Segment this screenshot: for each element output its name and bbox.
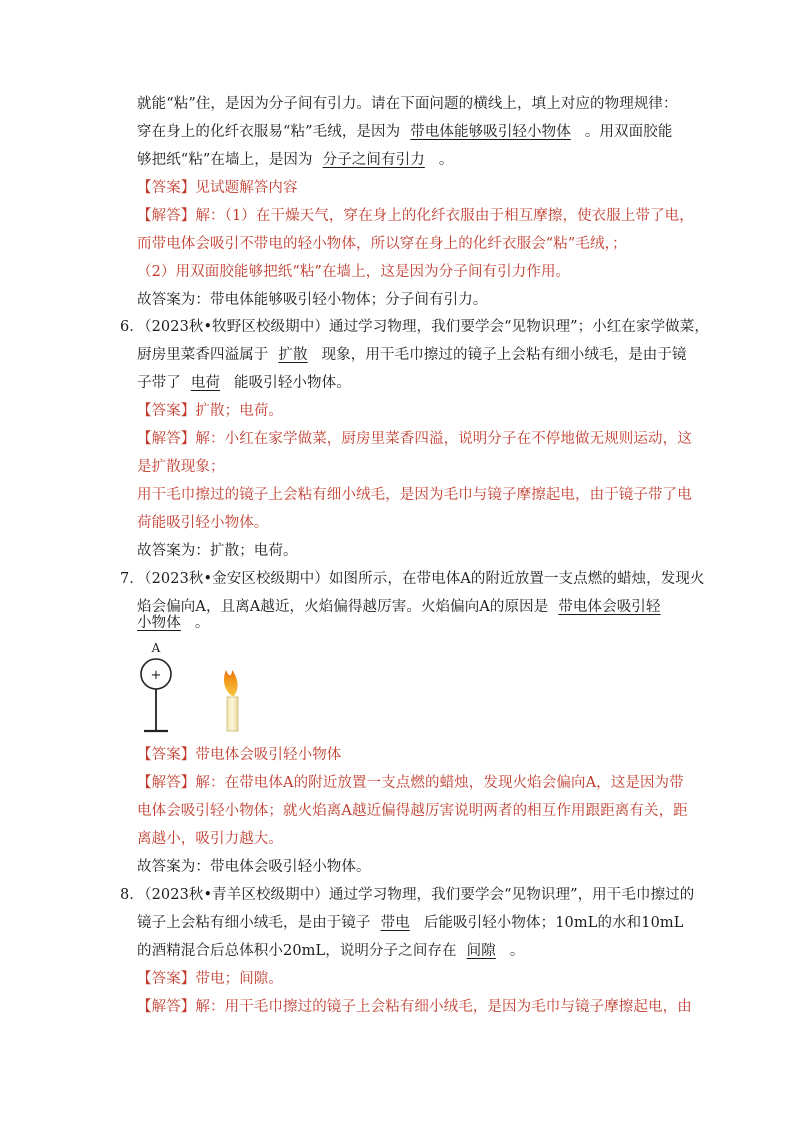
text: 。用双面胶能 (584, 124, 673, 140)
answer-blank: 扩散 (278, 347, 308, 363)
answer-blank: 带电体会吸引轻 (558, 599, 661, 615)
answer-blank: 小物体 (137, 615, 181, 631)
answer-blank: 间隙 (466, 943, 496, 959)
question-line (137, 612, 209, 634)
answer-line (137, 400, 283, 422)
answer-blank: 电荷 (190, 375, 221, 391)
question-line (137, 912, 683, 934)
text: 穿在身上的化纤衣服易“粘”毛绒，是因为 (137, 124, 401, 140)
answer-line (137, 177, 298, 199)
analysis-text: 解：用干毛巾擦过的镜子上会粘有细小绒毛，是因为毛巾与镜子摩擦起电，由 (195, 999, 692, 1015)
analysis-line (137, 772, 684, 794)
analysis-text: 荷能吸引轻小物体。 (137, 515, 269, 531)
candle-body (227, 697, 238, 731)
analysis-line (137, 205, 694, 227)
answer-text: 扩散；电荷。 (195, 403, 284, 419)
answer-text: 见试题解答内容 (195, 180, 298, 196)
analysis-text: 解：（1）在干燥天气，穿在身上的化纤衣服由于相互摩擦，使衣服上带了电， (195, 208, 694, 224)
analysis-text: 而带电体会吸引不带电的轻小物体，所以穿在身上的化纤衣服会“粘”毛绒，； (137, 236, 627, 252)
answer-text: 带电体会吸引轻小物体 (195, 747, 342, 763)
analysis-tag: 【解答】 (137, 999, 196, 1015)
question-line: （2023秋•牧野区校级期中）通过学习物理，我们要学会“见物识理”；小红在家学做菜， (137, 319, 709, 335)
plus-sign: + (150, 668, 162, 683)
analysis-text: 是扩散现象； (137, 459, 225, 475)
text: 后能吸引轻小物体；10mL的水和10mL (423, 915, 684, 931)
question-line (137, 121, 672, 143)
final-answer: 故答案为：带电体能够吸引轻小物体；分子间有引力。 (137, 292, 488, 308)
analysis-text: 用干毛巾擦过的镜子上会粘有细小绒毛，是因为毛巾与镜子摩擦起电，由于镜子带了电 (137, 487, 692, 503)
charged-body-candle-figure (138, 640, 248, 736)
figure-label: A (151, 641, 161, 655)
question-number: 7． (120, 571, 144, 587)
text: 。 (509, 943, 525, 959)
question-line (137, 149, 453, 171)
answer-blank: 带电体能够吸引轻小物体 (410, 124, 571, 140)
text: 。 (438, 152, 454, 168)
answer-line (137, 744, 341, 766)
question-line (137, 372, 351, 394)
text: 。 (194, 615, 210, 631)
analysis-tag: 【解答】 (137, 775, 196, 791)
analysis-text: 电体会吸引轻小物体；就火焰离A越近偏得越厉害说明两者的相互作用跟距离有关，距 (137, 803, 688, 819)
answer-tag: 【答案】 (137, 747, 196, 763)
analysis-tag: 【解答】 (137, 431, 196, 447)
question-line: （2023秋•青羊区校级期中）通过学习物理，我们要学会“见物识理”，用干毛巾擦过的 (137, 887, 695, 903)
text: 焰会偏向A，且离A越近，火焰偏得越厉害。火焰偏向A的原因是 (137, 599, 549, 615)
text: 现象，用干毛巾擦过的镜子上会粘有细小绒毛，是由于镜 (321, 347, 687, 363)
question-line (137, 940, 524, 962)
text-line: 就能“粘”住，是因为分子间有引力。请在下面问题的横线上，填上对应的物理规律： (137, 96, 678, 112)
question-line: （2023秋•金安区校级期中）如图所示，在带电体A的附近放置一支点燃的蜡烛，发现火 (137, 571, 705, 587)
analysis-text: 解：在带电体A的附近放置一支点燃的蜡烛，发现火焰会偏向A，这是因为带 (195, 775, 684, 791)
text: 镜子上会粘有细小绒毛，是由于镜子 (137, 915, 371, 931)
answer-blank: 带电 (380, 915, 410, 931)
text: 厨房里菜香四溢属于 (137, 347, 269, 363)
analysis-text: （2）用双面胶能够把纸“粘”在墙上，这是因为分子间有引力作用。 (137, 264, 571, 280)
question-line (137, 596, 661, 618)
text: 够把纸“粘”在墙上，是因为 (137, 152, 313, 168)
analysis-line (137, 996, 692, 1018)
analysis-line (137, 428, 692, 450)
final-answer: 故答案为：带电体会吸引轻小物体。 (137, 859, 371, 875)
answer-tag: 【答案】 (137, 403, 196, 419)
analysis-text: 解：小红在家学做菜，厨房里菜香四溢，说明分子在不停地做无规则运动，这 (195, 431, 692, 447)
text: 子带了 (137, 375, 181, 391)
question-line (137, 344, 687, 366)
answer-tag: 【答案】 (137, 971, 196, 987)
analysis-text: 离越小，吸引力越大。 (137, 831, 283, 847)
question-number: 6． (120, 319, 144, 335)
analysis-tag: 【解答】 (137, 208, 196, 224)
text: 能吸引轻小物体。 (234, 375, 351, 391)
candle-flame (224, 670, 238, 696)
question-number: 8． (120, 887, 144, 903)
answer-blank: 分子之间有引力 (322, 152, 425, 168)
final-answer: 故答案为：扩散；电荷。 (137, 543, 298, 559)
text: 的酒精混合后总体积小20mL，说明分子之间存在 (137, 943, 457, 959)
answer-text: 带电；间隙。 (195, 971, 284, 987)
answer-line (137, 968, 283, 990)
answer-tag: 【答案】 (137, 180, 196, 196)
